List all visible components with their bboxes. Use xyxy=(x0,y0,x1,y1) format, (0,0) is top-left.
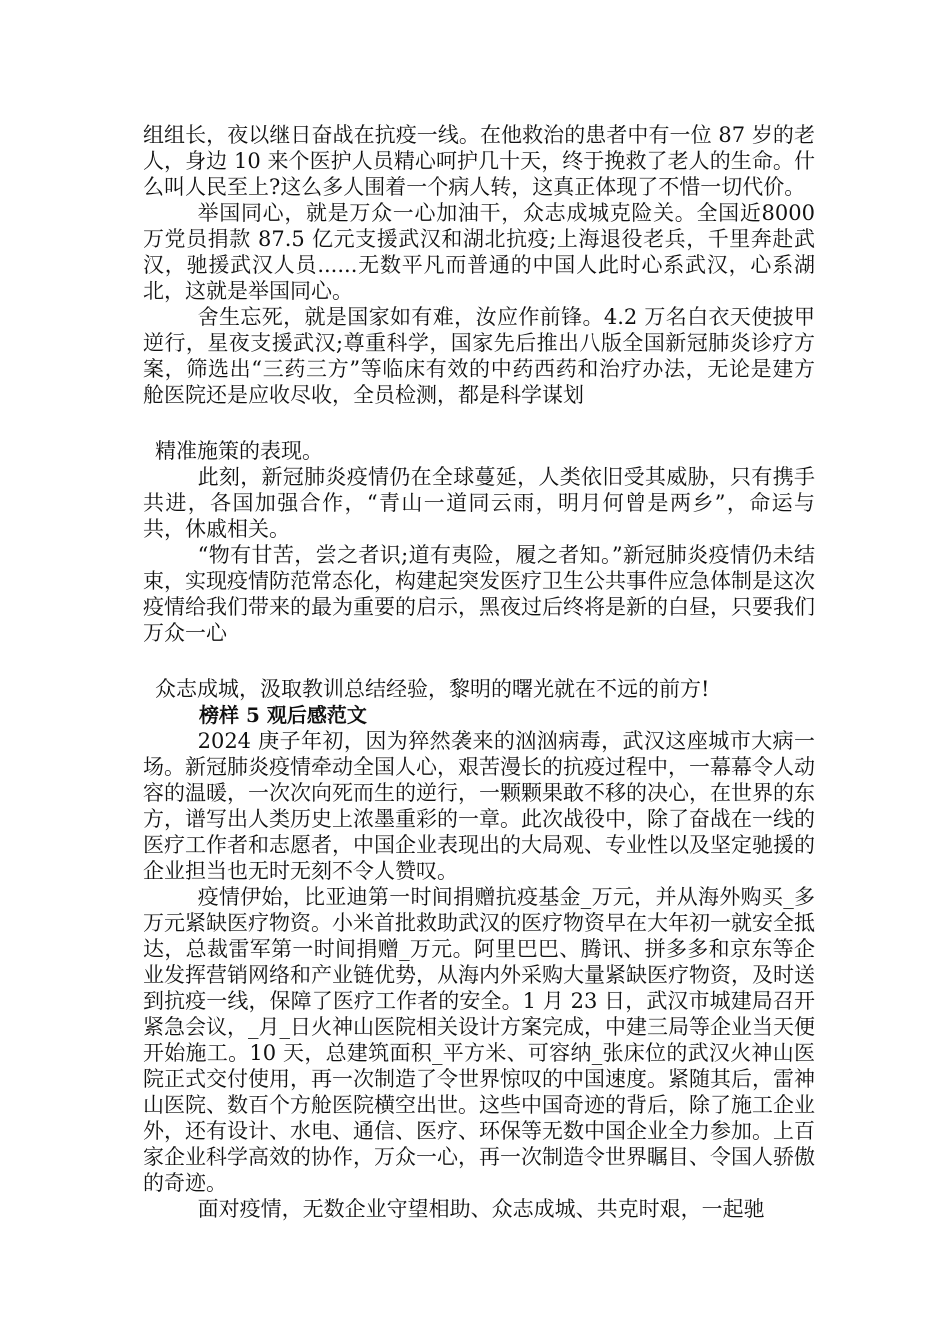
section-heading: 榜样 5 观后感范文 xyxy=(199,703,367,727)
paragraph-dawn: 众志成城，汲取教训总结经验，黎明的曙光就在不远的前方! xyxy=(155,677,710,701)
paragraph-national-unity: 举国同心，就是万众一心加油干，众志成城克险关。全国近8000 万党员捐款 87.5 亿元支援武汉和湖北抗疫;上海退役老兵，千里奔赴武汉，驰援武汉人员......无数平凡而普通的中国人此时心系武汉，心系湖北，这就是举国同心。 xyxy=(143,201,815,303)
paragraph-self-sacrifice: 舍生忘死，就是国家如有难，汝应作前锋。4.2 万名白衣天使披甲逆行，星夜支援武汉;尊重科学，国家先后推出八版全国新冠肺炎诊疗方案，筛选出“三药三方”等临床有效的中药西药和治疗办法，无论是建方舱医院还是应收尽收，全员检测，都是科学谋划 xyxy=(143,305,815,407)
paragraph-closing: 面对疫情，无数企业守望相助、众志成城、共克时艰，一起驰 xyxy=(197,1197,765,1221)
paragraph-precise-policy: 精准施策的表现。 xyxy=(155,439,323,463)
paragraph-enterprise-aid: 疫情伊始，比亚迪第一时间捐赠抗疫基金_万元，并从海外购买_多万元紧缺医疗物资。小米首批救助武汉的医疗物资早在大年初一就安全抵达，总裁雷军第一时间捐赠_万元。阿里巴巴、腾讯、拼多多和京东等企业发挥营销网络和产业链优势，从海内外采购大量紧缺医疗物资，及时送到抗疫一线，保障了医疗工作者的安全。1 月 23 日，武汉市城建局召开紧急会议，_月_日火神山医院相关设计方案完成，中建三局等企业当天便开始施工。10 天，总建筑面积_平方米、可容纳_张床位的武汉火神山医院正式交付使用，再一次制造了令世界惊叹的中国速度。紧随其后，雷神山医院、数百个方舱医院横空出世。这些中国奇迹的背后，除了施工企业外，还有设计、水电、通信、医疗、环保等无数中国企业全力参加。上百家企业科学高效的协作，万众一心，再一次制造令世界瞩目、令国人骄傲的奇迹。 xyxy=(143,885,815,1195)
paragraph-global-pandemic: 此刻，新冠肺炎疫情仍在全球蔓延，人类依旧受其威胁，只有携手共进，各国加强合作，“青山一道同云雨，明月何曾是两乡”，命运与共，休戚相关。 xyxy=(143,465,815,541)
paragraph-doctor-story: 组组长，夜以继日奋战在抗疫一线。在他救治的患者中有一位 87 岁的老人，身边 10 来个医护人员精心呵护几十天，终于挽救了老人的生命。什么叫人民至上?这么多人围着一个病人转，这真正体现了不惜一切代价。 xyxy=(143,123,815,199)
paragraph-wuhan-intro: 2024 庚子年初，因为猝然袭来的汹汹病毒，武汉这座城市大病一场。新冠肺炎疫情牵动全国人心，艰苦漫长的抗疫过程中，一幕幕令人动容的温暖，一次次向死而生的逆行，一颗颗果敢不移的决心，在世界的东方，谱写出人类历史上浓墨重彩的一章。此次战役中，除了奋战在一线的医疗工作者和志愿者，中国企业表现出的大局观、专业性以及坚定驰援的企业担当也无时无刻不令人赞叹。 xyxy=(143,729,815,883)
paragraph-quotation: “物有甘苦，尝之者识;道有夷险，履之者知。”新冠肺炎疫情仍未结束，实现疫情防范常态化，构建起突发医疗卫生公共事件应急体制是这次疫情给我们带来的最为重要的启示，黑夜过后终将是新的白昼，只要我们万众一心 xyxy=(143,543,815,645)
document-body xyxy=(143,122,815,1222)
